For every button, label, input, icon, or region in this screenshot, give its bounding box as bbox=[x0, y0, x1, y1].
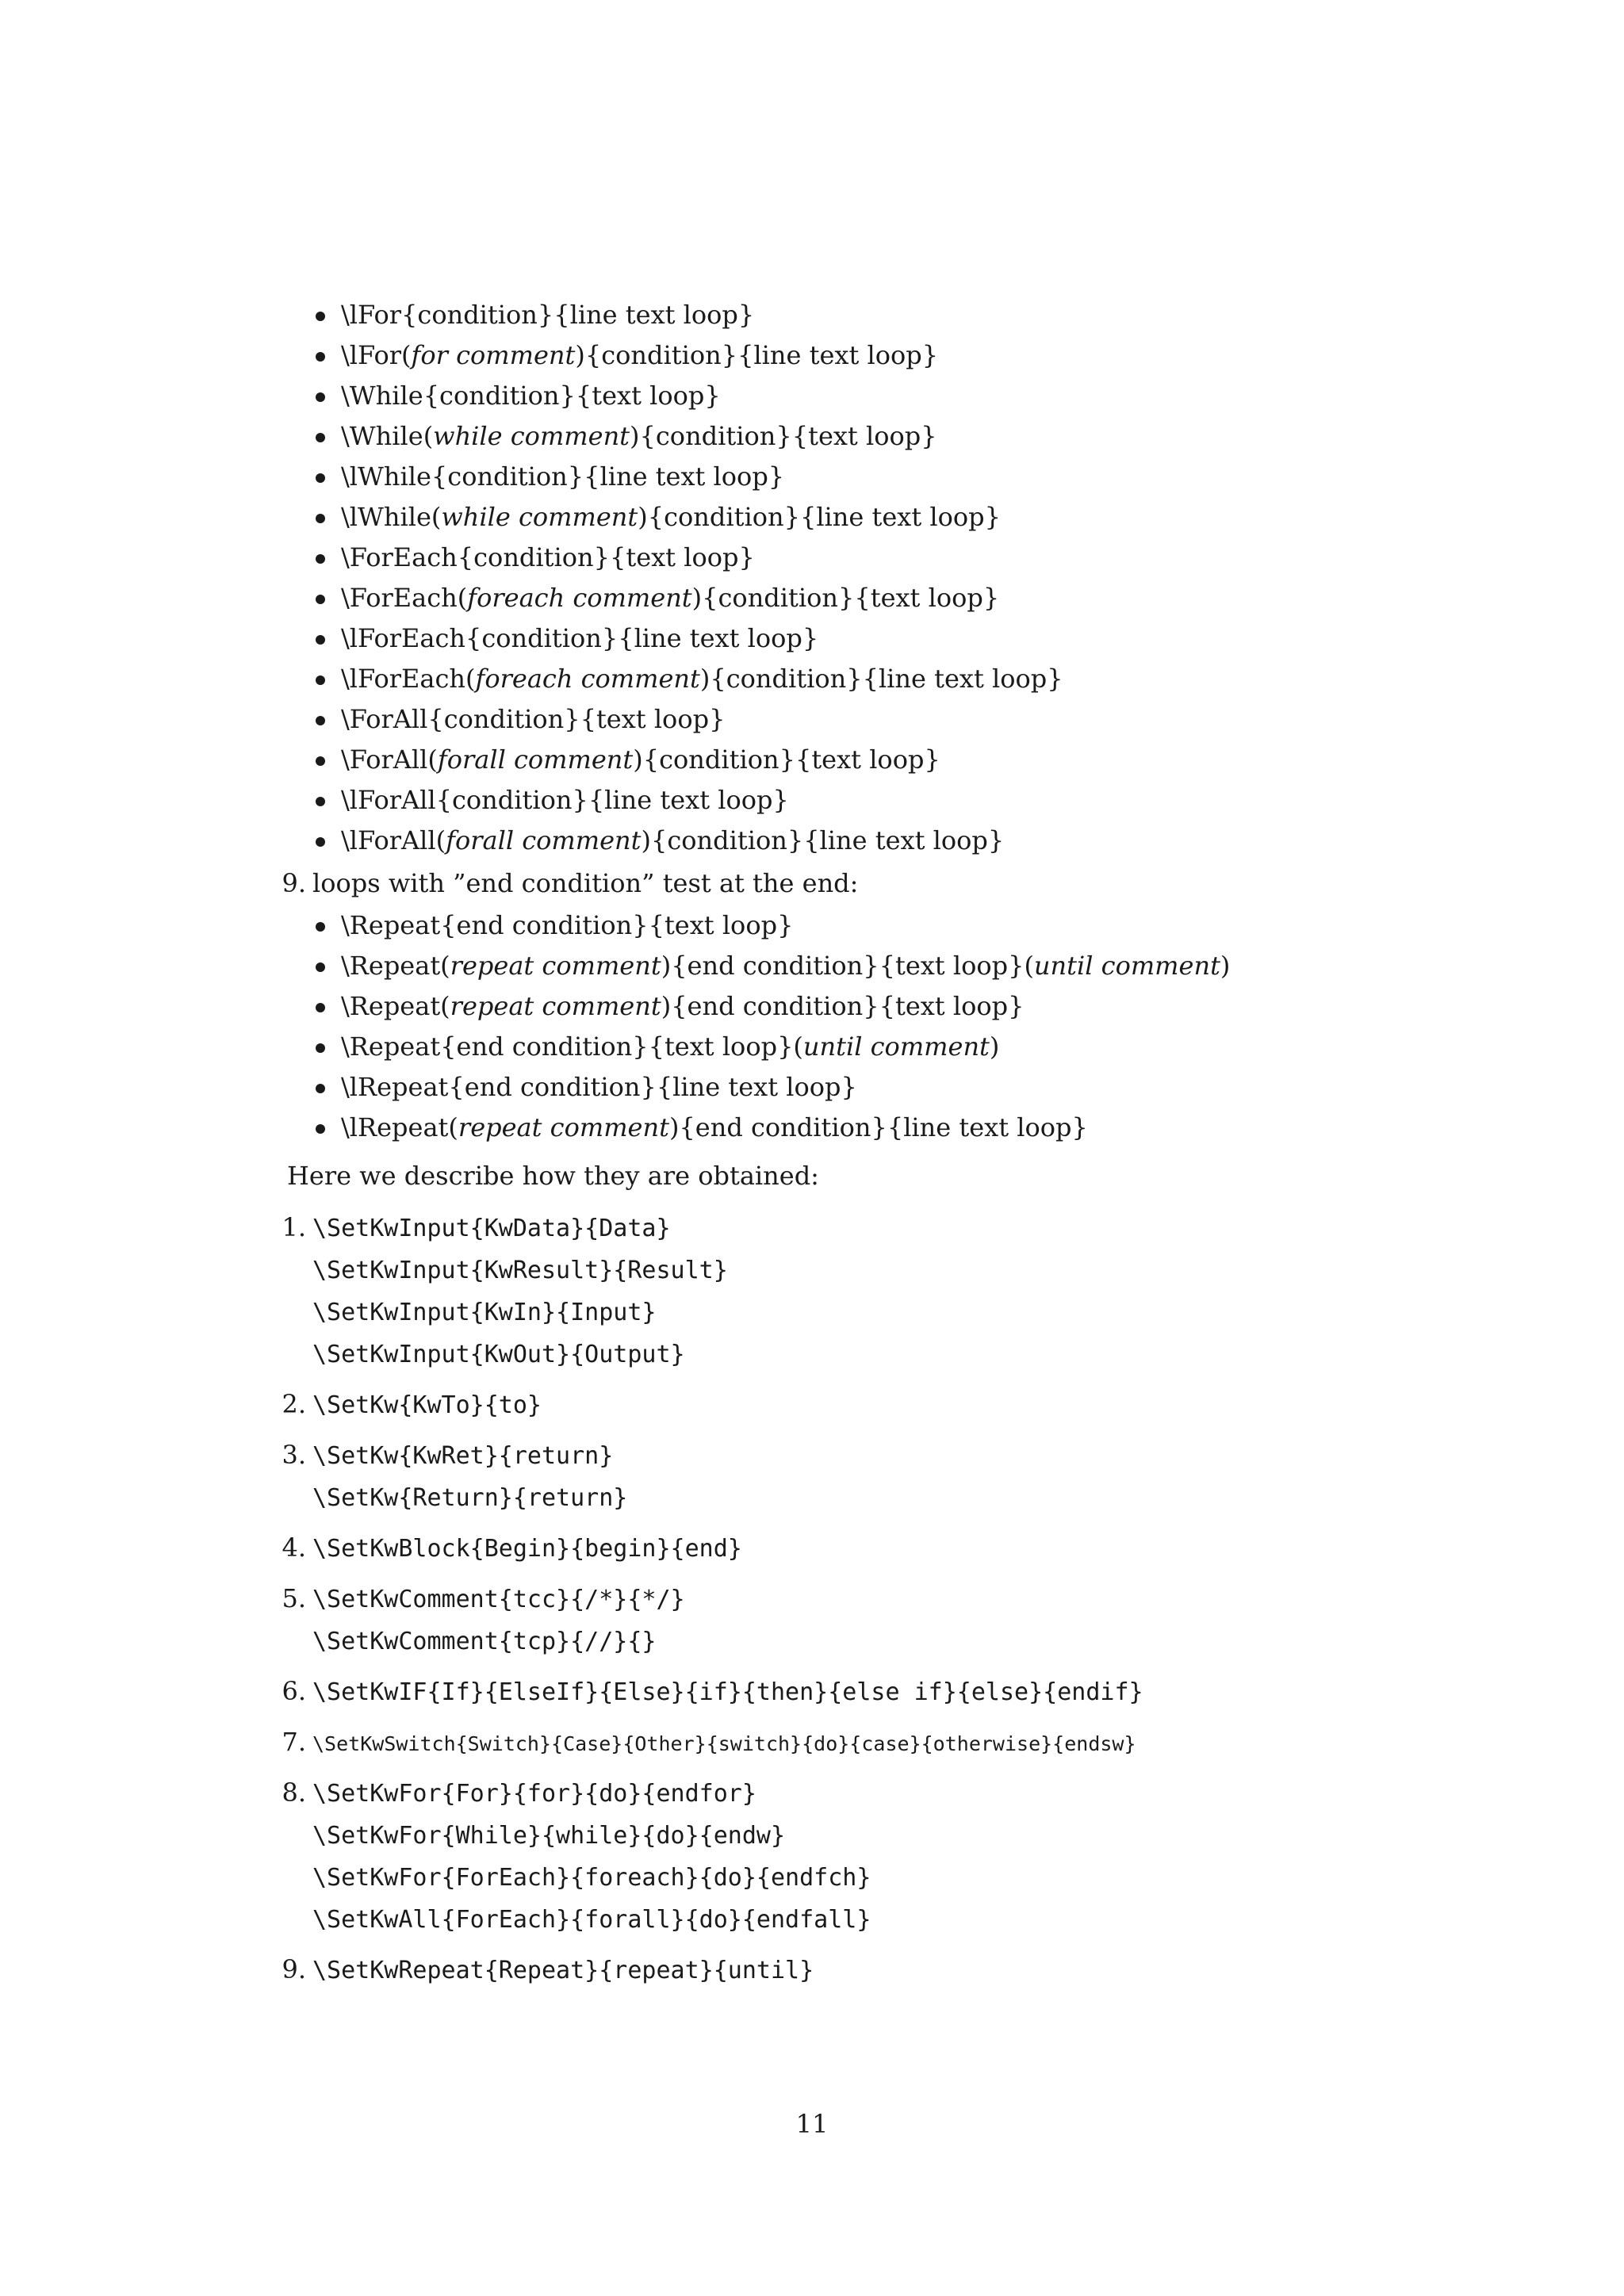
definition-item bbox=[278, 1949, 1404, 1991]
loop-macro-group bbox=[278, 699, 1404, 861]
enum-number: 2. bbox=[282, 1389, 306, 1419]
macro-comment: while comment bbox=[433, 421, 630, 451]
code-line bbox=[312, 1620, 1404, 1662]
loop-macro-list bbox=[278, 295, 1404, 861]
macro-comment: until comment bbox=[802, 1031, 990, 1062]
code-line bbox=[312, 1383, 1404, 1425]
enum-number: 1. bbox=[282, 1212, 306, 1242]
definition-item bbox=[278, 1383, 1404, 1425]
list-item bbox=[341, 659, 1404, 699]
macro-comment: foreach comment bbox=[467, 583, 692, 613]
definition-item bbox=[278, 1721, 1404, 1763]
list-item bbox=[341, 905, 1404, 946]
code-line bbox=[312, 1814, 1404, 1856]
macro-comment: repeat comment bbox=[450, 951, 661, 981]
enum-number: 6. bbox=[282, 1676, 306, 1706]
code-text: \SetKw{KwRet}{return} bbox=[312, 1442, 614, 1470]
macro-comment: repeat comment bbox=[450, 991, 661, 1021]
code-text: \SetKwInput{KwOut}{Output} bbox=[312, 1341, 685, 1368]
macro-text: ) bbox=[1220, 951, 1231, 981]
macro-text: \lRepeat( bbox=[341, 1112, 458, 1142]
macro-comment: foreach comment bbox=[475, 664, 700, 694]
list-item bbox=[341, 376, 1404, 416]
list-item bbox=[341, 740, 1404, 780]
loop-macro-group bbox=[278, 295, 1404, 376]
definition-item bbox=[278, 1670, 1404, 1712]
macro-text: ){condition}{line text loop} bbox=[638, 502, 1001, 532]
macro-text: \lRepeat{end condition}{line text loop} bbox=[341, 1072, 857, 1102]
definition-item bbox=[278, 1772, 1404, 1940]
macro-text: ) bbox=[989, 1031, 1000, 1062]
code-text: \SetKwInput{KwIn}{Input} bbox=[312, 1299, 657, 1326]
macro-text: \ForEach{condition}{text loop} bbox=[341, 542, 755, 572]
enum-number: 5. bbox=[282, 1583, 306, 1613]
code-line bbox=[312, 1476, 1404, 1518]
code-line bbox=[312, 1772, 1404, 1814]
code-text: \SetKwFor{ForEach}{foreach}{do}{endfch} bbox=[312, 1864, 871, 1892]
list-item bbox=[341, 986, 1404, 1027]
list-item bbox=[341, 780, 1404, 821]
loop-macro-group bbox=[278, 538, 1404, 699]
code-text: \SetKwInput{KwData}{Data} bbox=[312, 1215, 671, 1242]
code-line bbox=[312, 1333, 1404, 1375]
code-line bbox=[312, 1291, 1404, 1333]
code-line bbox=[312, 1898, 1404, 1940]
code-text: \SetKwSwitch{Switch}{Case}{Other}{switch}{do}{case}{otherwise}{endsw} bbox=[312, 1732, 1136, 1755]
code-text: \SetKwAll{ForEach}{forall}{do}{endfall} bbox=[312, 1906, 871, 1934]
macro-comment: repeat comment bbox=[458, 1112, 669, 1142]
list-item bbox=[341, 416, 1404, 457]
code-line bbox=[312, 1670, 1404, 1712]
loop-macro-group bbox=[278, 376, 1404, 538]
repeat-macro-list bbox=[278, 905, 1404, 1148]
code-text: \SetKwIF{If}{ElseIf}{Else}{if}{then}{else if}{else}{endif} bbox=[312, 1678, 1143, 1706]
enum-item-text: loops with ”end condition” test at the end: bbox=[312, 868, 859, 898]
code-line bbox=[312, 1434, 1404, 1476]
macro-text: \lForAll( bbox=[341, 825, 446, 855]
macro-text: ){end condition}{text loop}( bbox=[661, 951, 1034, 981]
macro-text: \lWhile( bbox=[341, 502, 442, 532]
definition-item bbox=[278, 1207, 1404, 1375]
code-text: \SetKwComment{tcp}{//}{} bbox=[312, 1628, 657, 1655]
macro-text: ){condition}{text loop} bbox=[691, 583, 1000, 613]
list-item bbox=[341, 1027, 1404, 1067]
page-content bbox=[278, 295, 1404, 1999]
code-line bbox=[312, 1249, 1404, 1291]
macro-text: ){condition}{text loop} bbox=[633, 744, 940, 775]
macro-text: \ForEach( bbox=[341, 583, 468, 613]
list-item bbox=[341, 457, 1404, 497]
macro-text: \Repeat( bbox=[341, 951, 450, 981]
enum-number: 9. bbox=[282, 868, 306, 898]
definition-item bbox=[278, 1578, 1404, 1662]
code-text: \SetKwFor{While}{while}{do}{endw} bbox=[312, 1822, 786, 1850]
enum-number: 4. bbox=[282, 1533, 306, 1563]
enum-number: 7. bbox=[282, 1727, 306, 1757]
list-item bbox=[341, 1067, 1404, 1108]
macro-text: \Repeat{end condition}{text loop} bbox=[341, 910, 794, 940]
macro-text: ){condition}{line text loop} bbox=[699, 664, 1063, 694]
page-number: 11 bbox=[795, 2109, 829, 2139]
code-text: \SetKwInput{KwResult}{Result} bbox=[312, 1257, 728, 1284]
code-line bbox=[312, 1856, 1404, 1898]
macro-text: ){condition}{text loop} bbox=[630, 421, 937, 451]
macro-text: \lForEach{condition}{line text loop} bbox=[341, 623, 819, 653]
code-text: \SetKw{Return}{return} bbox=[312, 1484, 628, 1512]
macro-comment: forall comment bbox=[446, 825, 642, 855]
macro-text: ){condition}{line text loop} bbox=[575, 340, 939, 370]
macro-text: \lFor( bbox=[341, 340, 412, 370]
code-line bbox=[312, 1207, 1404, 1249]
macro-text: \Repeat{end condition}{text loop}( bbox=[341, 1031, 803, 1062]
macro-comment: for comment bbox=[411, 340, 576, 370]
list-item bbox=[341, 295, 1404, 335]
enum-item-9-header bbox=[278, 861, 1404, 905]
macro-text: ){condition}{line text loop} bbox=[641, 825, 1005, 855]
list-item bbox=[341, 538, 1404, 578]
macro-comment: forall comment bbox=[437, 744, 634, 775]
macro-comment: while comment bbox=[441, 502, 638, 532]
macro-text: ){end condition}{line text loop} bbox=[668, 1112, 1088, 1142]
code-text: \SetKwRepeat{Repeat}{repeat}{until} bbox=[312, 1957, 814, 1984]
list-item bbox=[341, 335, 1404, 376]
macro-comment: until comment bbox=[1033, 951, 1220, 981]
code-line bbox=[312, 1578, 1404, 1620]
macro-text: ){end condition}{text loop} bbox=[661, 991, 1025, 1021]
macro-text: \ForAll{condition}{text loop} bbox=[341, 704, 726, 734]
code-text: \SetKwBlock{Begin}{begin}{end} bbox=[312, 1535, 742, 1563]
code-text: \SetKwComment{tcc}{/*}{*/} bbox=[312, 1586, 685, 1613]
macro-text: \While{condition}{text loop} bbox=[341, 381, 721, 411]
macro-text: \lFor{condition}{line text loop} bbox=[341, 300, 755, 330]
enum-number: 3. bbox=[282, 1440, 306, 1470]
enum-number: 8. bbox=[282, 1777, 306, 1808]
code-line bbox=[312, 1949, 1404, 1991]
code-line bbox=[312, 1721, 1404, 1763]
list-item bbox=[341, 821, 1404, 861]
list-item bbox=[341, 699, 1404, 740]
list-item bbox=[341, 946, 1404, 986]
macro-text: \ForAll( bbox=[341, 744, 438, 775]
code-text: \SetKw{KwTo}{to} bbox=[312, 1391, 542, 1419]
macro-text: \lWhile{condition}{line text loop} bbox=[341, 461, 785, 492]
definition-item bbox=[278, 1527, 1404, 1569]
code-line bbox=[312, 1527, 1404, 1569]
macro-text: \lForAll{condition}{line text loop} bbox=[341, 785, 789, 815]
macro-text: \Repeat( bbox=[341, 991, 450, 1021]
intro-paragraph: Here we describe how they are obtained: bbox=[287, 1161, 819, 1191]
macro-text: \lForEach( bbox=[341, 664, 476, 694]
enum-number: 9. bbox=[282, 1954, 306, 1984]
list-item bbox=[341, 1108, 1404, 1148]
macro-text: \While( bbox=[341, 421, 434, 451]
list-item bbox=[341, 618, 1404, 659]
definitions-list bbox=[278, 1207, 1404, 1991]
list-item bbox=[341, 578, 1404, 618]
definition-item bbox=[278, 1434, 1404, 1518]
code-text: \SetKwFor{For}{for}{do}{endfor} bbox=[312, 1780, 756, 1808]
list-item bbox=[341, 497, 1404, 538]
